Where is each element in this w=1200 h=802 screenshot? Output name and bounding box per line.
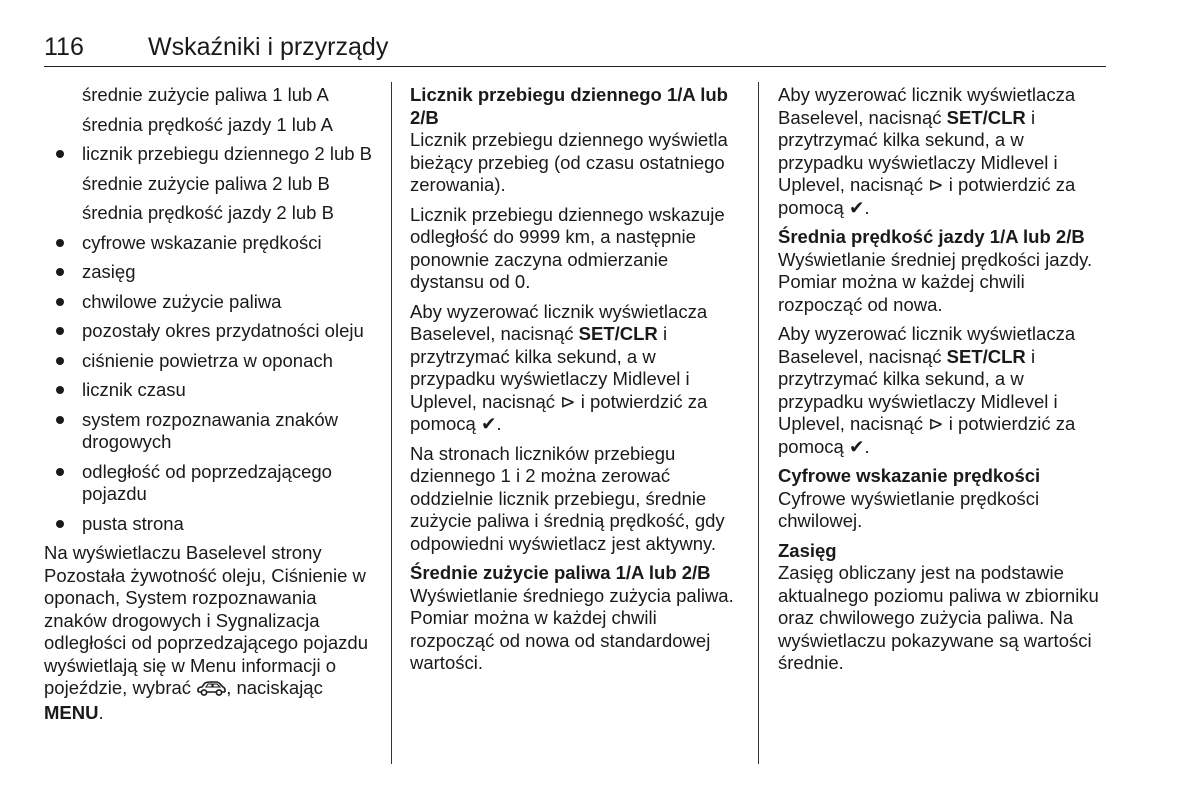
- list-item: [44, 261, 378, 284]
- list-item-text: pusta strona: [82, 512, 184, 534]
- page-header: [44, 30, 1106, 67]
- bullet-icon: [56, 468, 64, 476]
- paragraph-text: i potwierdzić za pomocą: [778, 413, 1076, 457]
- list-item-text: chwilowe zużycie paliwa: [82, 290, 282, 312]
- list-item: [44, 143, 378, 166]
- paragraph-text: i przytrzymać kilka sekund, a w przypadku wyświetlaczy Midlevel i Uplevel, nacisnąć: [778, 106, 1058, 195]
- column-right: [778, 84, 1112, 682]
- arrow-right-icon: ⊳: [928, 413, 944, 434]
- list-sub-item: średnia prędkość jazdy 2 lub B: [82, 202, 334, 223]
- page-title: Wskaźniki i przyrządy: [148, 33, 389, 61]
- car-icon: [196, 679, 226, 702]
- list-item: [44, 461, 378, 506]
- checkmark-icon: ✔: [848, 196, 865, 218]
- list-item: [44, 409, 378, 454]
- paragraph-text: Aby wyzerować licznik wyświetlacza Baselevel, nacisnąć: [778, 84, 1076, 128]
- section-heading: Średnia prędkość jazdy 1/A lub 2/B: [778, 226, 1085, 247]
- paragraph: Wyświetlanie średniego zużycia paliwa. Pomiar można w każdej chwili rozpocząć od nowa od standardowej wartości.: [410, 584, 734, 673]
- paragraph-text: naciskając: [236, 677, 323, 698]
- paragraph-text: Aby wyzerować licznik wyświetlacza Baselevel, nacisnąć: [778, 323, 1076, 367]
- section-heading: Licznik przebiegu dziennego 1/A lub 2/B: [410, 84, 728, 128]
- paragraph-text: Aby wyzerować licznik wyświetlacza Baselevel, nacisnąć: [410, 300, 708, 344]
- section-heading: Średnie zużycie paliwa 1/A lub 2/B: [410, 562, 711, 583]
- page-number: 116: [44, 33, 84, 61]
- list-item-text: odległość od poprzedzającego pojazdu: [82, 460, 332, 504]
- arrow-right-icon: ⊳: [560, 390, 576, 412]
- list-sub-item: średnie zużycie paliwa 1 lub A: [82, 84, 329, 105]
- paragraph-text: i potwierdzić za pomocą: [410, 390, 708, 434]
- paragraph: [410, 301, 744, 436]
- paragraph: Zasięg obliczany jest na podstawie aktualnego poziomu paliwa w zbiorniku oraz chwilowego zużycia paliwa. Na wyświetlaczu pokazywane są wartości średnie.: [778, 562, 1099, 673]
- paragraph-text: .: [98, 701, 104, 723]
- section-heading: Zasięg: [778, 539, 837, 561]
- bullet-icon: [56, 520, 64, 528]
- list-item: [44, 320, 378, 343]
- list-item-text: licznik czasu: [82, 379, 186, 400]
- paragraph-text: i przytrzymać kilka sekund, a w przypadku wyświetlaczy Midlevel i Uplevel, nacisnąć: [410, 323, 690, 412]
- paragraph-text: .: [864, 435, 870, 457]
- bullet-icon: [56, 386, 64, 394]
- list-item-text: pozostały okres przydatności oleju: [82, 320, 364, 341]
- setclr-label: SET/CLR: [946, 345, 1026, 367]
- bullet-icon: [56, 239, 64, 247]
- checkmark-icon: ✔: [480, 413, 497, 434]
- list-item-text: zasięg: [82, 261, 136, 282]
- paragraph-text: i potwierdzić za pomocą: [778, 174, 1076, 218]
- paragraph-text: .: [864, 196, 870, 218]
- column-divider: [391, 82, 392, 764]
- section-heading: Cyfrowe wskazanie prędkości: [778, 465, 1041, 486]
- list-item: [44, 350, 378, 373]
- list-item-text: ciśnienie powietrza w oponach: [82, 349, 333, 371]
- list-item-text: system rozpoznawania znaków drogowych: [82, 408, 339, 452]
- list-item: [44, 379, 378, 402]
- paragraph-text: i przytrzymać kilka sekund, a w przypadku wyświetlaczy Midlevel i Uplevel, nacisnąć: [778, 345, 1058, 434]
- menu-label: MENU: [44, 701, 99, 723]
- list-item: [44, 291, 378, 314]
- paragraph: Na stronach liczników przebiegu dziennego 1 i 2 można zerować oddzielnie licznik przebiegu, średnie zużycie paliwa i średnią prędkość, gdy odpowiedni wyświetlacz jest aktywny.: [410, 442, 725, 554]
- column-divider: [758, 82, 759, 764]
- list-item: [44, 232, 378, 255]
- paragraph: [44, 542, 378, 724]
- paragraph: Wyświetlanie średniej prędkości jazdy. Pomiar można w każdej chwili rozpocząć od nowa.: [778, 248, 1093, 315]
- paragraph: [778, 84, 1112, 219]
- arrow-right-icon: ⊳: [928, 174, 944, 195]
- bullet-icon: [56, 150, 64, 158]
- paragraph: Cyfrowe wyświetlanie prędkości chwilowej.: [778, 487, 1040, 531]
- paragraph: [778, 323, 1112, 458]
- paragraph: Licznik przebiegu dziennego wyświetla bieżący przebieg (od czasu ostatniego zerowania).: [410, 129, 728, 195]
- bullet-icon: [56, 416, 64, 424]
- paragraph-text: .: [496, 413, 502, 434]
- setclr-label: SET/CLR: [946, 106, 1026, 128]
- bullet-icon: [56, 298, 64, 306]
- paragraph-text: Na wyświetlaczu Baselevel strony Pozostała żywotność oleju, Ciśnienie w oponach, System rozpoznawania znaków drogowych i Sygnalizacja odległości od poprzedzającego pojazdu wyświetlają się w Menu informacji o pojeździe, wybrać: [44, 542, 368, 698]
- paragraph: Licznik przebiegu dziennego wskazuje odległość do 9999 km, a następnie ponownie zaczyna odmierzanie dystansu od 0.: [410, 203, 725, 292]
- list-item: [44, 513, 378, 536]
- bullet-icon: [56, 357, 64, 365]
- setclr-label: SET/CLR: [578, 323, 658, 344]
- paragraph-text: ,: [226, 677, 232, 698]
- bullet-icon: [56, 268, 64, 276]
- list-item-text: cyfrowe wskazanie prędkości: [82, 231, 322, 253]
- column-left: [44, 84, 378, 731]
- list-item-text: licznik przebiegu dziennego 2 lub B: [82, 143, 373, 164]
- list-sub-item: średnie zużycie paliwa 2 lub B: [82, 172, 330, 194]
- column-middle: [410, 84, 744, 682]
- list-sub-item: średnia prędkość jazdy 1 lub A: [82, 113, 333, 135]
- checkmark-icon: ✔: [848, 435, 865, 457]
- bullet-icon: [56, 327, 64, 335]
